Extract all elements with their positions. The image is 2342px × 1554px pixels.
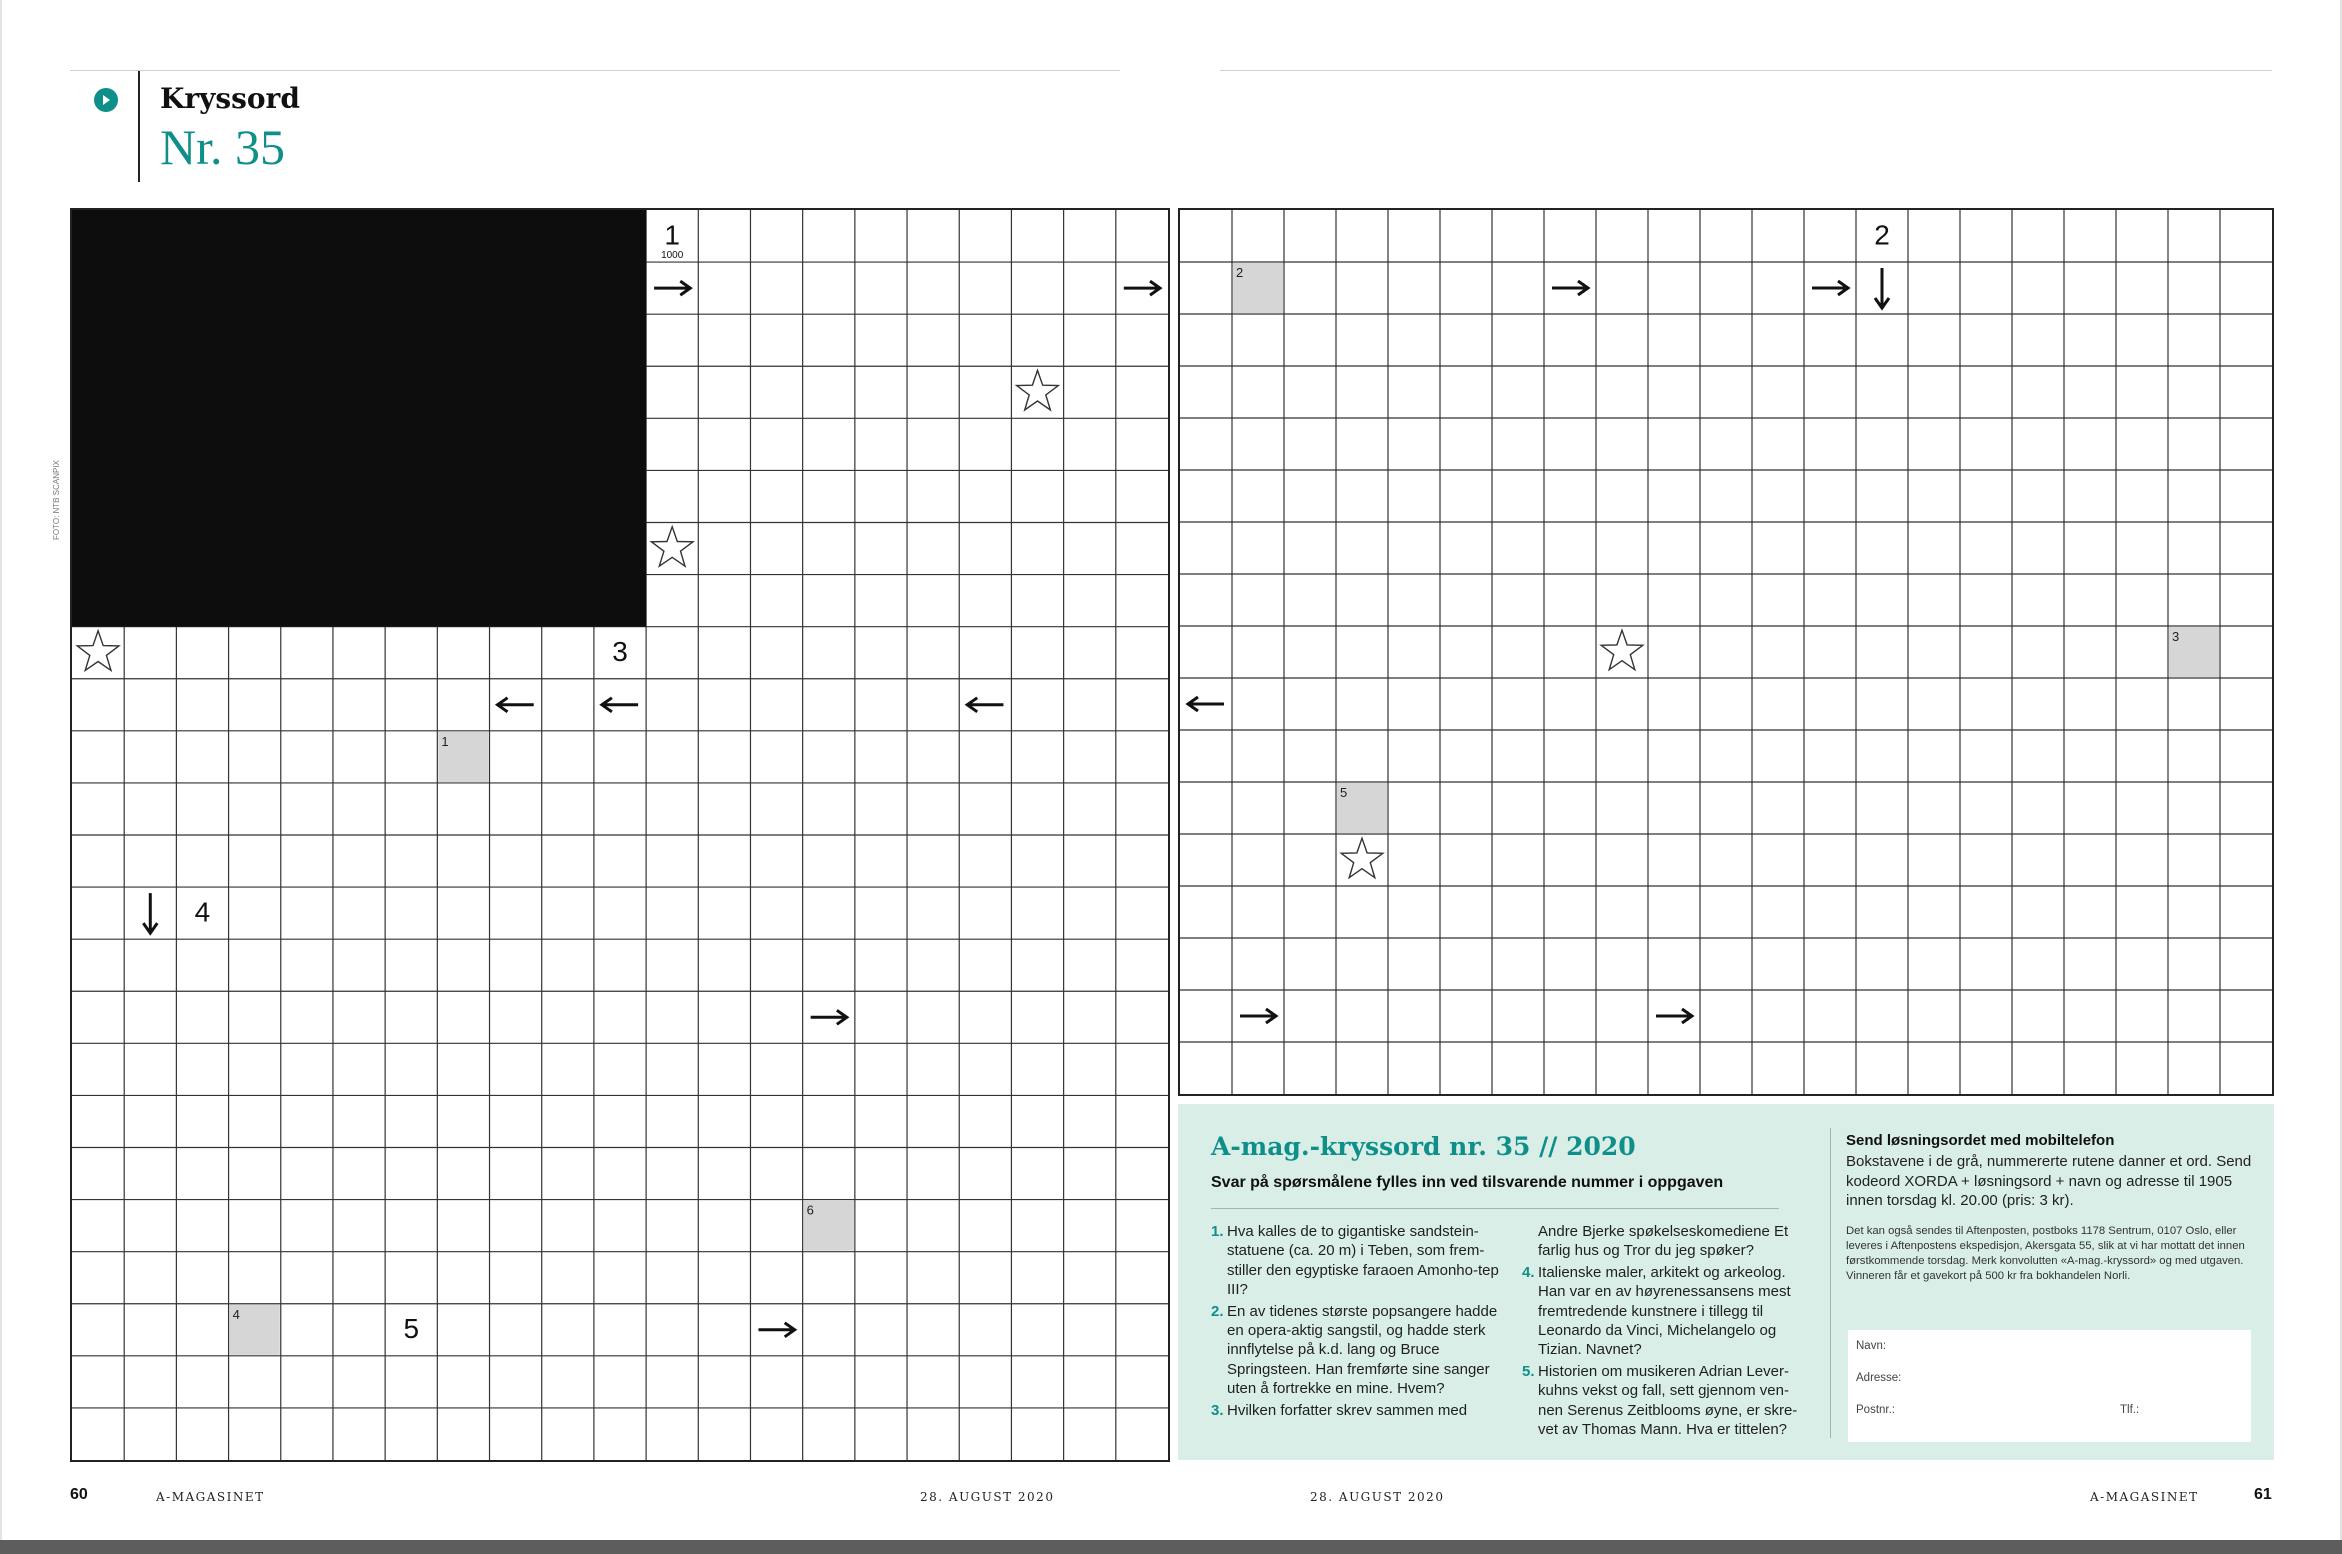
form-label-tlf[interactable]: Tlf.: [2120, 1404, 2140, 1416]
question-item: Andre Bjerke spøkelseskomediene Et farlig hus og Tror du jeg spøker? [1538, 1223, 1789, 1260]
page-title: Nr. 35 [160, 119, 285, 175]
grid-number: 1 [664, 219, 680, 251]
send-heading: Send løsningsordet med mobiltelefon [1846, 1132, 2115, 1149]
direction-arrow-icon [1552, 281, 1588, 295]
photo-credit: FOTO: NTB SCANPIX [52, 460, 61, 540]
questions-column-2 [1522, 1222, 1812, 1441]
grid-number: 4 [194, 896, 211, 928]
direction-arrow-icon [143, 893, 157, 933]
shaded-cell-number: 2 [1236, 265, 1244, 280]
contest-subheading: Svar på spørsmålene fylles inn ved tilsvarende nummer i oppgaven [1211, 1174, 1724, 1191]
star-icon [1017, 370, 1059, 410]
star-icon [651, 527, 693, 567]
questions-column-1 [1211, 1222, 1501, 1422]
direction-arrow-icon [1240, 1009, 1276, 1023]
grid-number-sub: 1000 [661, 250, 684, 262]
panel-divider [1830, 1128, 1831, 1438]
issue-date-right: 28. AUGUST 2020 [1310, 1490, 1445, 1504]
shaded-cell-number: 4 [232, 1306, 240, 1322]
header-divider [138, 70, 140, 182]
send-fineprint: Det kan også sendes til Aftenposten, postboks 1178 Sentrum, 0107 Oslo, eller leveres i Aftenpostens ekspedisjon, Akersgata 55, slik at vi har mottatt det innen førstkommende torsdag. Merk konvolutten «A-mag.-kryssord» og med utgaven. Vinneren får et gavekort på 500 kr fra bokhandelen Norli. [1846, 1225, 2245, 1282]
direction-arrow-icon [1812, 281, 1848, 295]
form-label-postnr[interactable]: Postnr.: [1856, 1404, 1895, 1416]
direction-arrow-icon [654, 281, 690, 295]
question-item: 3. Hvilken forfatter skrev sammen med [1211, 1401, 1468, 1419]
bottom-strip [0, 1540, 2342, 1554]
grid-svg [72, 210, 1170, 1462]
star-icon [1601, 630, 1643, 670]
grid-svg [1180, 210, 2274, 1096]
send-instructions: Bokstavene i de grå, nummererte rutene danner et ord. Send kodeord XORDA + løsningsord + navn og adresse til 1905 innen torsdag kl. 20.00 (pris: 3 kr). [1846, 1153, 2252, 1209]
page-number-right: 61 [2254, 1486, 2272, 1503]
shaded-cell-number: 1 [441, 733, 449, 749]
direction-arrow-icon [1875, 268, 1889, 308]
crossword-grid-left [70, 208, 1170, 1462]
shaded-cell-number: 5 [1340, 785, 1348, 800]
direction-arrow-icon [1188, 697, 1224, 711]
direction-arrow-icon [1124, 281, 1160, 295]
direction-arrow-icon [602, 698, 638, 712]
direction-arrow-icon [498, 698, 534, 712]
direction-arrow-icon [811, 1010, 847, 1024]
form-label-adresse[interactable]: Adresse: [1856, 1372, 1902, 1384]
question-item: 2. En av tidenes største popsangere hadde en opera-aktig sangstil, og hadde sterk innflytelse på k.d. lang og Bruce Springsteen. Han fremførte sine sanger uten å fortrekke en mine. Hvem? [1211, 1302, 1498, 1398]
section-kicker: Kryssord [160, 82, 300, 115]
magazine-name-right: A-MAGASINET [2090, 1490, 2199, 1504]
top-rule-left [70, 70, 1120, 71]
crossword-grid-right [1178, 208, 2274, 1096]
top-rule-right [1220, 70, 2272, 71]
contest-rule [1211, 1208, 1779, 1209]
photo-block [72, 210, 646, 627]
question-item: 1. Hva kalles de to gigantiske sandstein-statuene (ca. 20 m) i Teben, som frem-stiller den egyptiske faraoen Amonho-tep III? [1211, 1223, 1499, 1299]
form-label-navn[interactable]: Navn: [1856, 1340, 1887, 1352]
page-number-left: 60 [70, 1486, 88, 1503]
grid-number: 3 [612, 636, 628, 668]
contest-heading: A-mag.-kryssord nr. 35 // 2020 [1211, 1132, 1636, 1161]
question-item: 5. Historien om musikeren Adrian Lever-kuhns vekst og fall, sett gjennom ven-nen Serenus Zeitblooms øyne, er skre-vet av Thomas Mann. Hva er tittelen? [1522, 1362, 1798, 1439]
grid-number: 5 [403, 1313, 420, 1345]
shaded-cell-number: 6 [806, 1202, 814, 1218]
grid-number: 2 [1874, 219, 1890, 251]
direction-arrow-icon [1656, 1009, 1692, 1023]
star-icon [77, 631, 119, 671]
star-icon [1341, 838, 1383, 878]
arrow-icon [94, 88, 118, 112]
magazine-name-left: A-MAGASINET [156, 1490, 265, 1504]
direction-arrow-icon [758, 1323, 794, 1337]
question-item: 4. Italienske maler, arkitekt og arkeolog. Han var en av høyrenessansens mest fremtredende kunstnere i tillegg til Leonardo da Vinci, Michelangelo og Tizian. Navnet? [1522, 1263, 1791, 1359]
entry-form [1848, 1330, 2251, 1442]
direction-arrow-icon [967, 698, 1003, 712]
issue-date-left: 28. AUGUST 2020 [920, 1490, 1055, 1504]
shaded-cell-number: 3 [2172, 629, 2180, 644]
